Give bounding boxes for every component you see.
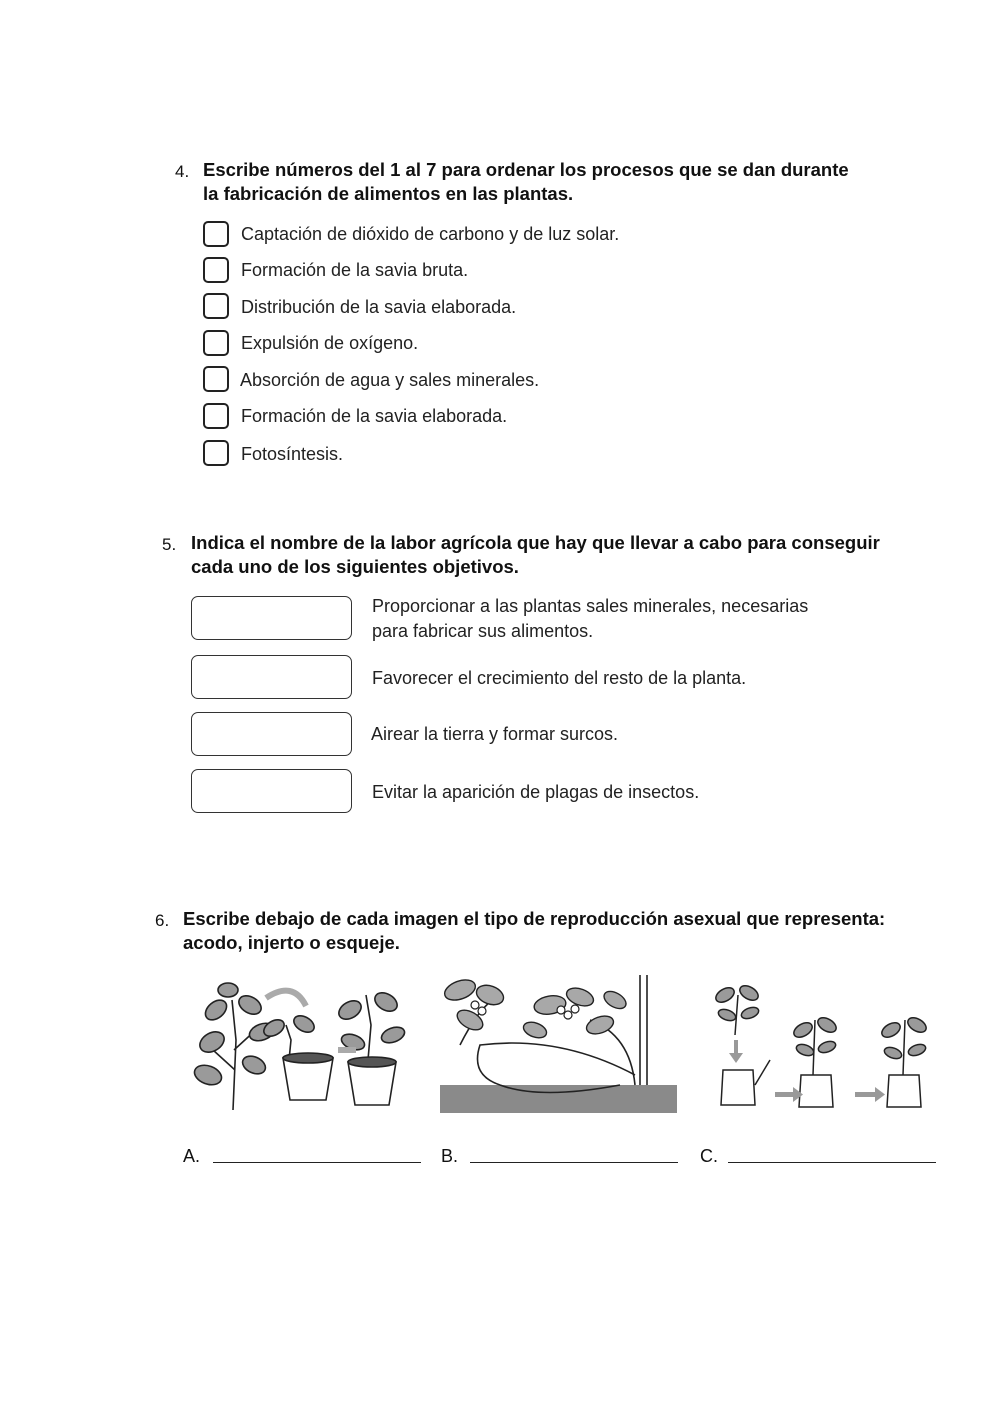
answer-line-b[interactable] [470,1162,678,1163]
process-item: Formación de la savia bruta. [241,260,469,280]
process-item: Captación de dióxido de carbono y de luz solar. [241,224,620,244]
cutting-illustration [188,980,423,1115]
question-4-title-line2: la fabricación de alimentos en las plantas. [203,183,574,204]
question-5-title-line1: Indica el nombre de la labor agrícola que hay que llevar a cabo para conseguir [191,532,880,553]
order-input-box[interactable] [203,330,229,356]
label-b: B. [441,1146,459,1166]
question-5-title [191,531,880,579]
answer-box[interactable] [191,596,352,640]
question-4-number: 4. [175,162,190,181]
order-input-box[interactable] [203,366,229,392]
question-6-title [183,907,885,955]
order-input-box[interactable] [203,403,229,429]
objective-line: Proporcionar a las plantas sales minerales, necesarias [372,596,809,616]
label-c: C. [700,1146,718,1166]
process-item: Fotosíntesis. [241,444,344,464]
order-input-box[interactable] [203,221,229,247]
question-6-title-line2: acodo, injerto o esqueje. [183,932,400,953]
objective-text: Evitar la aparición de plagas de insectos. [372,782,700,802]
graft-illustration [705,975,940,1115]
question-6-number: 6. [155,911,170,930]
process-item: Expulsión de oxígeno. [241,333,419,353]
objective-text: Favorecer el crecimiento del resto de la planta. [372,668,747,688]
question-5-title-line2: cada uno de los siguientes objetivos. [191,556,519,577]
objective-text: Airear la tierra y formar surcos. [371,724,619,744]
answer-box[interactable] [191,712,352,756]
question-4-title [203,158,849,206]
order-input-box[interactable] [203,257,229,283]
question-5-number: 5. [162,535,177,554]
process-item: Absorción de agua y sales minerales. [240,370,540,390]
answer-box[interactable] [191,769,352,813]
objective-line: para fabricar sus alimentos. [372,621,594,641]
answer-line-c[interactable] [728,1162,936,1163]
answer-line-a[interactable] [213,1162,421,1163]
process-item: Formación de la savia elaborada. [241,406,508,426]
process-item: Distribución de la savia elaborada. [241,297,517,317]
question-6-title-line1: Escribe debajo de cada imagen el tipo de reproducción asexual que representa: [183,908,886,929]
layering-illustration [440,975,677,1113]
objective-text [372,594,808,644]
question-4-title-line1: Escribe números del 1 al 7 para ordenar los procesos que se dan durante [203,159,849,180]
order-input-box[interactable] [203,293,229,319]
label-a: A. [183,1146,201,1166]
order-input-box[interactable] [203,440,229,466]
answer-box[interactable] [191,655,352,699]
